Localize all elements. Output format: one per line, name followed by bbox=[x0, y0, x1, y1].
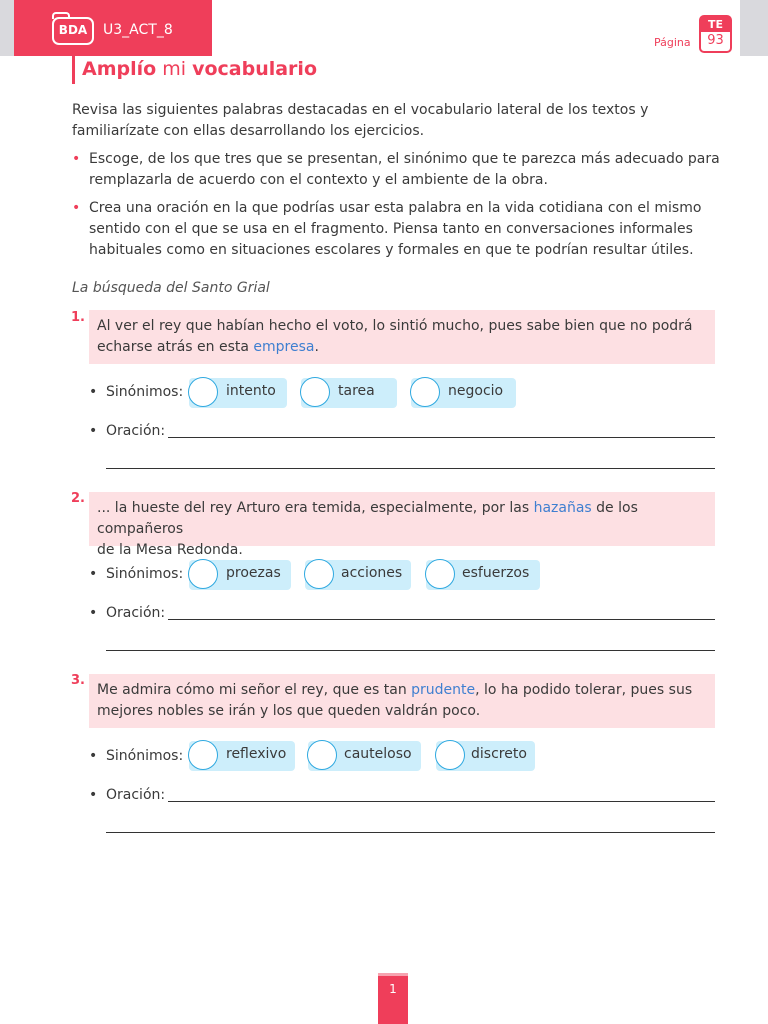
option-circle-icon[interactable] bbox=[425, 559, 455, 589]
te-label: TE bbox=[701, 17, 730, 32]
answer-line[interactable] bbox=[168, 437, 715, 438]
section-subtitle: La búsqueda del Santo Grial bbox=[72, 280, 270, 296]
synonym-option[interactable]: reflexivo bbox=[189, 741, 295, 771]
exercise-2-quote: ... la hueste del rey Arturo era temida, especialmente, por las hazañas de los compañeros de la Mesa Redonda. bbox=[89, 492, 715, 546]
option-circle-icon[interactable] bbox=[304, 559, 334, 589]
synonym-option[interactable]: intento bbox=[189, 378, 287, 408]
answer-line[interactable] bbox=[106, 468, 715, 469]
option-circle-icon[interactable] bbox=[188, 740, 218, 770]
synonym-option[interactable]: cauteloso bbox=[308, 741, 421, 771]
page-label: Página bbox=[654, 36, 691, 49]
synonyms-label: Sinónimos: bbox=[106, 566, 184, 582]
page-number-tab: 1 bbox=[378, 976, 408, 1024]
sentence-label: Oración: bbox=[106, 787, 166, 803]
intro-bullet-1: Escoge, de los que tres que se presentan, el sinónimo que te parezca más adecuado para remplazarla de acuerdo con el contexto y el ambiente de la obra. bbox=[89, 151, 720, 188]
synonyms-label: Sinónimos: bbox=[106, 748, 184, 764]
option-circle-icon[interactable] bbox=[188, 377, 218, 407]
exercise-3-quote: Me admira cómo mi señor el rey, que es tan prudente, lo ha podido tolerar, pues sus mejores nobles se irán y los que queden valdrán poco. bbox=[89, 674, 715, 728]
option-circle-icon[interactable] bbox=[188, 559, 218, 589]
option-circle-icon[interactable] bbox=[410, 377, 440, 407]
activity-code: U3_ACT_8 bbox=[103, 22, 173, 38]
synonym-option[interactable]: proezas bbox=[189, 560, 291, 590]
synonym-option[interactable]: esfuerzos bbox=[426, 560, 540, 590]
exercise-number: 3. bbox=[71, 673, 85, 688]
synonym-option[interactable]: acciones bbox=[305, 560, 411, 590]
sentence-label: Oración: bbox=[106, 605, 166, 621]
highlighted-word: hazañas bbox=[533, 500, 592, 516]
highlighted-word: empresa bbox=[253, 339, 315, 355]
header-right-strip bbox=[740, 0, 768, 56]
synonym-option[interactable]: tarea bbox=[301, 378, 397, 408]
header-left-strip bbox=[0, 0, 14, 56]
bda-logo-icon: BDA bbox=[52, 17, 94, 45]
synonym-option[interactable]: discreto bbox=[436, 741, 535, 771]
te-page-number: 93 bbox=[707, 33, 724, 48]
answer-line[interactable] bbox=[168, 801, 715, 802]
answer-line[interactable] bbox=[106, 832, 715, 833]
page-title: Amplío mi vocabulario bbox=[82, 58, 317, 80]
synonym-option[interactable]: negocio bbox=[411, 378, 516, 408]
te-page-badge bbox=[699, 15, 732, 53]
bullet-dot: • bbox=[72, 200, 81, 216]
answer-line[interactable] bbox=[106, 650, 715, 651]
answer-line[interactable] bbox=[168, 619, 715, 620]
bullet-dot: • bbox=[72, 151, 81, 167]
sentence-label: Oración: bbox=[106, 423, 166, 439]
option-circle-icon[interactable] bbox=[435, 740, 465, 770]
option-circle-icon[interactable] bbox=[307, 740, 337, 770]
exercise-number: 1. bbox=[71, 310, 85, 325]
intro-paragraph: Revisa las siguientes palabras destacadas en el vocabulario lateral de los textos y familiarízate con ellas desarrollando los ejercicios. bbox=[72, 102, 649, 139]
highlighted-word: prudente bbox=[411, 682, 476, 698]
exercise-number: 2. bbox=[71, 491, 85, 506]
title-accent-bar bbox=[72, 56, 75, 84]
intro-bullet-2: Crea una oración en la que podrías usar esta palabra en la vida cotidiana con el mismo sentido con el que se usa en el fragmento. Piensa tanto en conversaciones informales habituales como en situaciones escolares y formales en que te podrían resultar útiles. bbox=[89, 200, 702, 258]
exercise-1-quote: Al ver el rey que habían hecho el voto, lo sintió mucho, pues sabe bien que no podrá echarse atrás en esta empresa. bbox=[89, 310, 715, 364]
option-circle-icon[interactable] bbox=[300, 377, 330, 407]
synonyms-label: Sinónimos: bbox=[106, 384, 184, 400]
